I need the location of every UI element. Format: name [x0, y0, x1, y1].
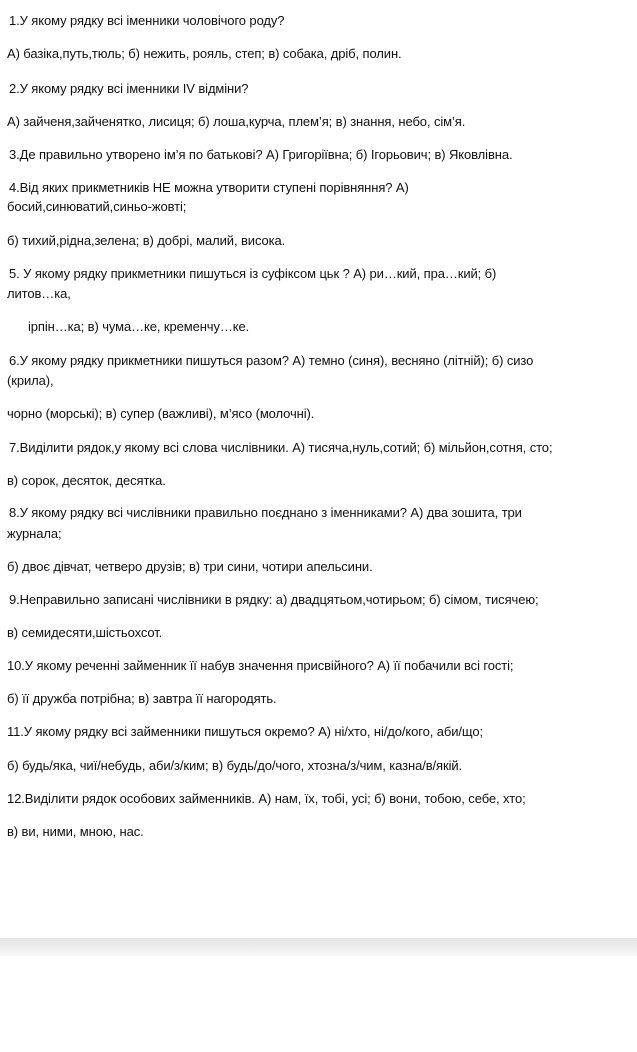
answer-line-6: чорно (морські); в) супер (важливі), м’ясо (молочні).	[7, 406, 315, 421]
question-10: 10.У якому реченні займенник її набув значення присвійного? А) її побачили всі гості;	[7, 658, 514, 673]
question-6: 6.У якому рядку прикметники пишуться разом? А) темно (синя), весняно (літній); б) сизо	[9, 353, 534, 368]
answer-line-9: в) семидесяти,шістьохсот.	[7, 625, 163, 640]
question-3: 3.Де правильно утворено ім’я по батькові? А) Григоріївна; б) Ігорьович; в) Яковлівна.	[9, 147, 513, 162]
page-edge-shadow	[0, 938, 637, 956]
answer-line-12: в) ви, ними, мною, нас.	[7, 824, 144, 839]
answer-line-5: ірпін…ка; в) чума…ке, кременчу…ке.	[28, 319, 250, 334]
question-9: 9.Неправильно записані числівники в рядку: а) двадцятьом,чотирьом; б) сімом, тисячею;	[9, 592, 539, 607]
answer-line-11: б) будь/яка, чиї/небудь, аби/з/ким; в) будь/до/чого, хтозна/з/чим, казна/в/якій.	[7, 758, 463, 773]
question-4: 4.Від яких прикметників НЕ можна утворити ступені порівняння? А)	[9, 180, 409, 195]
answer-line-8: б) двоє дівчат, четверо друзів; в) три сини, чотири апельсини.	[7, 559, 373, 574]
question-4-continued: босий,синюватий,синьо-жовті;	[7, 199, 187, 214]
question-6-continued: (крила),	[7, 373, 54, 388]
question-8-continued: журнала;	[7, 526, 62, 541]
answer-line-2: А) зайченя,зайченятко, лисиця; б) лоша,курча, плем’я; в) знання, небо, сім’я.	[7, 114, 466, 129]
question-5: 5. У якому рядку прикметники пишуться із суфіксом цьк ? А) ри…кий, пра…кий; б)	[9, 266, 497, 281]
question-2: 2.У якому рядку всі іменники ІV відміни?	[9, 81, 249, 96]
question-5-continued: литов…ка,	[7, 286, 71, 301]
question-11: 11.У якому рядку всі займенники пишуться окремо? А) ні/хто, ні/до/кого, аби/що;	[7, 724, 484, 739]
question-8: 8.У якому рядку всі числівники правильно поєднано з іменниками? А) два зошита, три	[9, 505, 522, 520]
answer-line-4: б) тихий,рідна,зелена; в) добрі, малий, висока.	[7, 233, 286, 248]
answer-line-1: А) базіка,путь,тюль; б) нежить, рояль, степ; в) собака, дріб, полин.	[7, 46, 402, 61]
answer-line-7: в) сорок, десяток, десятка.	[7, 473, 166, 488]
answer-line-10: б) її дружба потрібна; в) завтра її нагородять.	[7, 691, 277, 706]
question-12: 12.Виділити рядок особових займенників. А) нам, їх, тобі, усі; б) вони, тобою, себе, хто;	[7, 791, 526, 806]
question-1: 1.У якому рядку всі іменники чоловічого роду?	[9, 13, 285, 28]
question-7: 7.Виділити рядок,у якому всі слова числівники. А) тисяча,нуль,сотий; б) мільйон,сотня, сто;	[9, 440, 553, 455]
